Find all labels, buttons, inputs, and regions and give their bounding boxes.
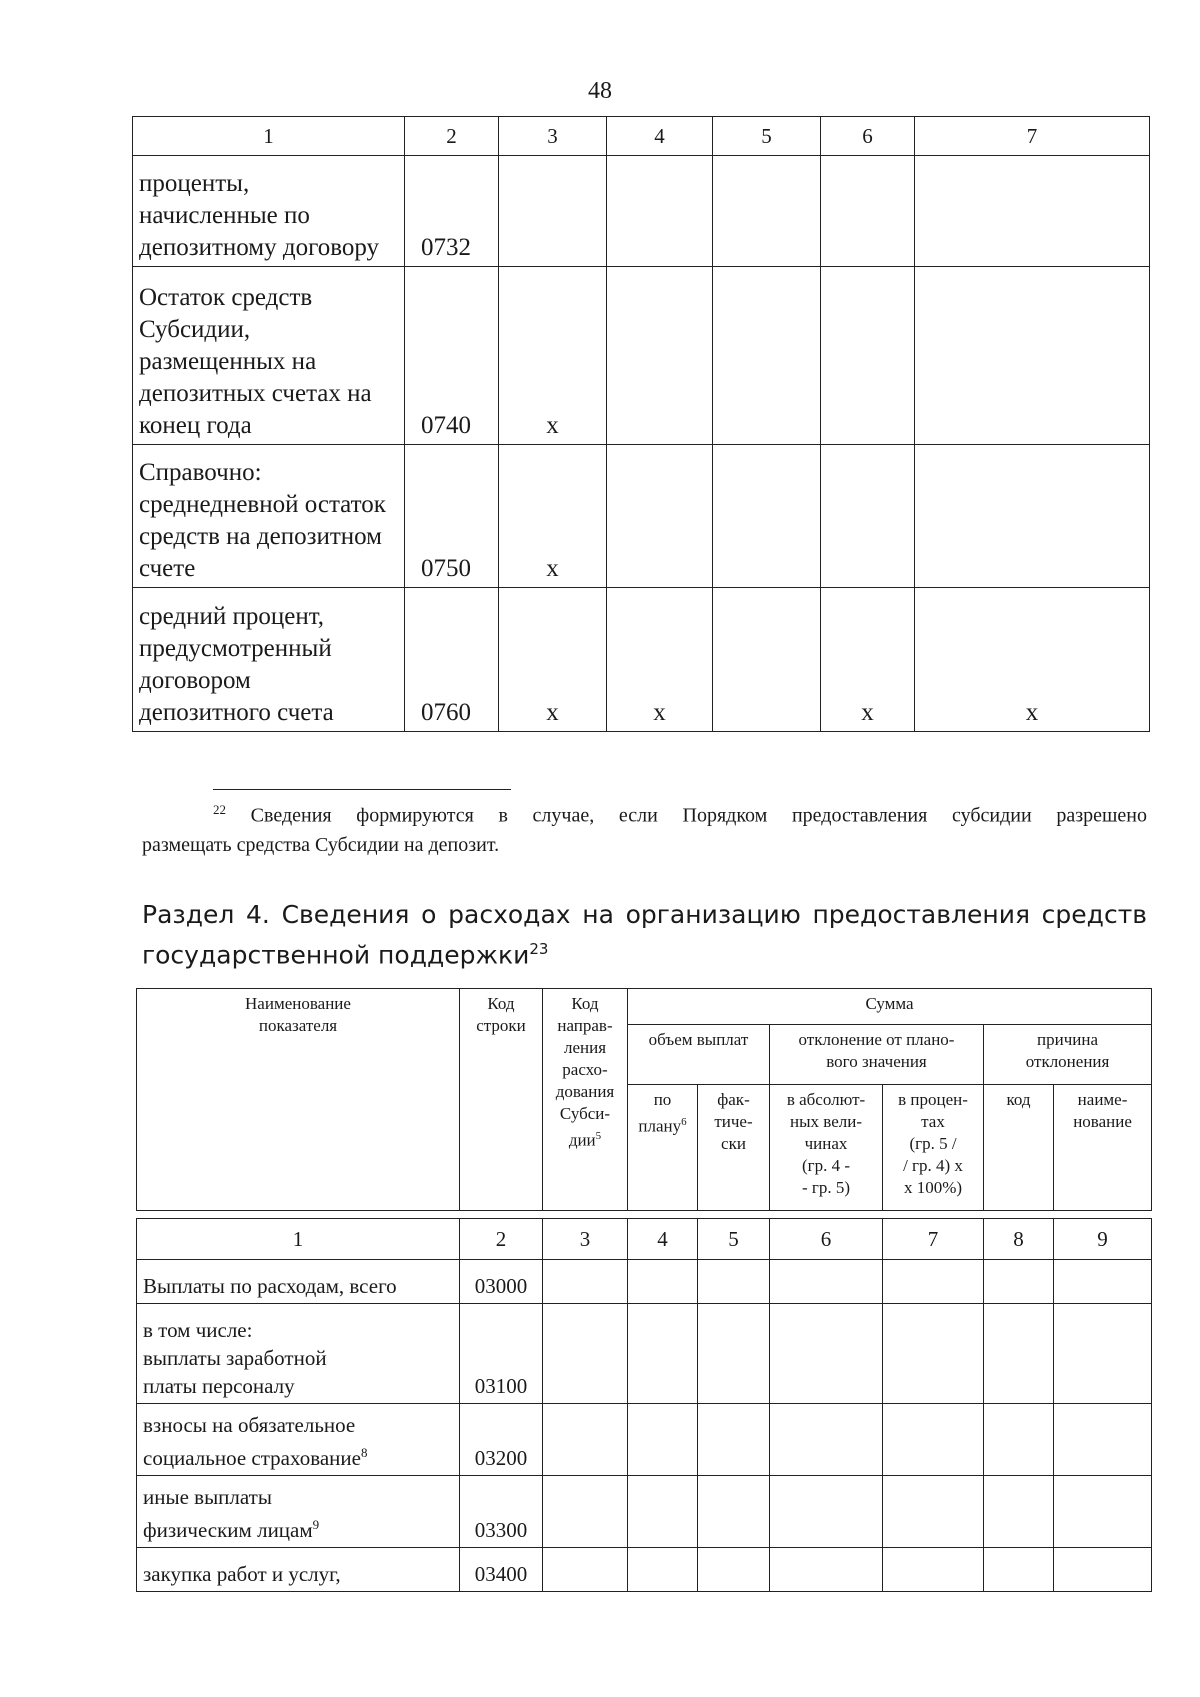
cell: [607, 445, 713, 588]
cell: [698, 1548, 770, 1592]
cell: [770, 1404, 883, 1476]
cell: [628, 1476, 698, 1548]
cell: х: [499, 445, 607, 588]
cell: [543, 1476, 628, 1548]
row-code: 03400: [460, 1548, 543, 1592]
cell: [770, 1304, 883, 1404]
cell: [883, 1476, 984, 1548]
cell: х: [499, 267, 607, 445]
cell: [770, 1260, 883, 1304]
column-number: 4: [628, 1219, 698, 1260]
cell: [499, 156, 607, 267]
column-number: 7: [915, 117, 1150, 156]
cell: [883, 1404, 984, 1476]
cell: [1054, 1548, 1152, 1592]
row-label: средний процент, предусмотренный договором депозитного счета: [133, 588, 405, 732]
column-number: 4: [607, 117, 713, 156]
cell: [698, 1476, 770, 1548]
cell: [698, 1260, 770, 1304]
cell: [698, 1404, 770, 1476]
cell: [713, 588, 821, 732]
cell: [821, 267, 915, 445]
cell: [883, 1304, 984, 1404]
column-number: 2: [460, 1219, 543, 1260]
cell: х: [821, 588, 915, 732]
section-title: Раздел 4. Сведения о расходах на организацию предоставления средств государственной поддержки$^{23}$: [142, 900, 1147, 970]
expenses-table: [136, 1218, 1152, 1592]
row-label: закупка работ и услуг,: [137, 1548, 460, 1592]
row-code: 0760: [405, 588, 499, 732]
cell: [1054, 1260, 1152, 1304]
column-numbers-row: [137, 1219, 1152, 1260]
header-reason-code: код: [984, 1085, 1054, 1211]
header-fact: фак- тиче- ски: [698, 1085, 770, 1211]
table-row: [133, 588, 1150, 732]
header-percent: в процен- тах (гр. 5 / / гр. 4) х х 100%): [883, 1085, 984, 1211]
row-code: 0750: [405, 445, 499, 588]
table-row: [137, 1304, 1152, 1404]
header-reason: причина отклонения: [984, 1025, 1152, 1085]
column-number: 1: [133, 117, 405, 156]
cell: [698, 1304, 770, 1404]
cell: [1054, 1476, 1152, 1548]
cell: [821, 156, 915, 267]
footnote: [142, 795, 1147, 860]
cell: [770, 1476, 883, 1548]
cell: [543, 1404, 628, 1476]
cell: [1054, 1404, 1152, 1476]
column-number: 7: [883, 1219, 984, 1260]
cell: [607, 267, 713, 445]
footnote-number: 22: [213, 802, 226, 817]
header-deviation: отклонение от плано- вого значения: [770, 1025, 984, 1085]
cell: [628, 1404, 698, 1476]
cell: [713, 156, 821, 267]
cell: [628, 1260, 698, 1304]
header-absolute: в абсолют- ных вели- чинах (гр. 4 - - гр. 5): [770, 1085, 883, 1211]
expenses-table-header: [136, 988, 1152, 1211]
column-number: 5: [698, 1219, 770, 1260]
footnote-text: размещать средства Субсидии на депозит.: [142, 833, 500, 856]
row-label: проценты, начисленные по депозитному договору: [133, 156, 405, 267]
column-number: 6: [821, 117, 915, 156]
column-number: 8: [984, 1219, 1054, 1260]
cell: [607, 156, 713, 267]
table-row: [137, 1476, 1152, 1548]
table-row: [137, 1548, 1152, 1592]
cell: [628, 1548, 698, 1592]
header-direction-code: Код направ- ления расхо- дования Субси- дии$^5$: [543, 989, 628, 1211]
row-label: в том числе: выплаты заработной платы персоналу: [137, 1304, 460, 1404]
row-code: 03000: [460, 1260, 543, 1304]
column-number: 3: [499, 117, 607, 156]
header-reason-name: наиме- нование: [1054, 1085, 1152, 1211]
column-number: 6: [770, 1219, 883, 1260]
cell: [984, 1404, 1054, 1476]
cell: [984, 1548, 1054, 1592]
column-number: 3: [543, 1219, 628, 1260]
row-label: взносы на обязательное социальное страхование$^8$: [137, 1404, 460, 1476]
cell: [915, 445, 1150, 588]
row-code: 03100: [460, 1304, 543, 1404]
cell: [543, 1260, 628, 1304]
table-row: [137, 1404, 1152, 1476]
header-indicator-name: Наименование показателя: [137, 989, 460, 1211]
row-label: Справочно: среднедневной остаток средств на депозитном счете: [133, 445, 405, 588]
row-code: 0740: [405, 267, 499, 445]
table-row: [137, 1260, 1152, 1304]
cell: [883, 1260, 984, 1304]
column-number: 2: [405, 117, 499, 156]
row-label: иные выплаты физическим лицам$^9$: [137, 1476, 460, 1548]
cell: [915, 267, 1150, 445]
cell: [713, 445, 821, 588]
row-code: 0732: [405, 156, 499, 267]
footnote-ref: 23: [529, 940, 549, 958]
row-code: 03200: [460, 1404, 543, 1476]
cell: [713, 267, 821, 445]
row-label: Выплаты по расходам, всего: [137, 1260, 460, 1304]
cell: [984, 1476, 1054, 1548]
cell: [543, 1304, 628, 1404]
footnote-divider: [213, 789, 511, 790]
page-number: 48: [588, 78, 612, 104]
column-number: 5: [713, 117, 821, 156]
cell: [984, 1260, 1054, 1304]
header-payments: объем выплат: [628, 1025, 770, 1085]
table-header-row: [133, 117, 1150, 156]
cell: [883, 1548, 984, 1592]
cell: [628, 1304, 698, 1404]
header-sum: Сумма: [628, 989, 1152, 1025]
column-number: 9: [1054, 1219, 1152, 1260]
cell: [770, 1548, 883, 1592]
cell: [821, 445, 915, 588]
table-row: [133, 156, 1150, 267]
cell: [1054, 1304, 1152, 1404]
footnote-text: Сведения формируются в случае, если Порядком предоставления субсидии разрешено: [250, 804, 1147, 827]
row-code: 03300: [460, 1476, 543, 1548]
table-row: [133, 445, 1150, 588]
deposit-table: [132, 116, 1150, 732]
column-number: 1: [137, 1219, 460, 1260]
table-row: [133, 267, 1150, 445]
cell: [915, 156, 1150, 267]
row-label: Остаток средств Субсидии, размещенных на депозитных счетах на конец года: [133, 267, 405, 445]
cell: х: [915, 588, 1150, 732]
header-plan: по плану$^6$: [628, 1085, 698, 1211]
cell: х: [607, 588, 713, 732]
cell: [543, 1548, 628, 1592]
cell: [984, 1304, 1054, 1404]
header-row-code: Код строки: [460, 989, 543, 1211]
cell: х: [499, 588, 607, 732]
